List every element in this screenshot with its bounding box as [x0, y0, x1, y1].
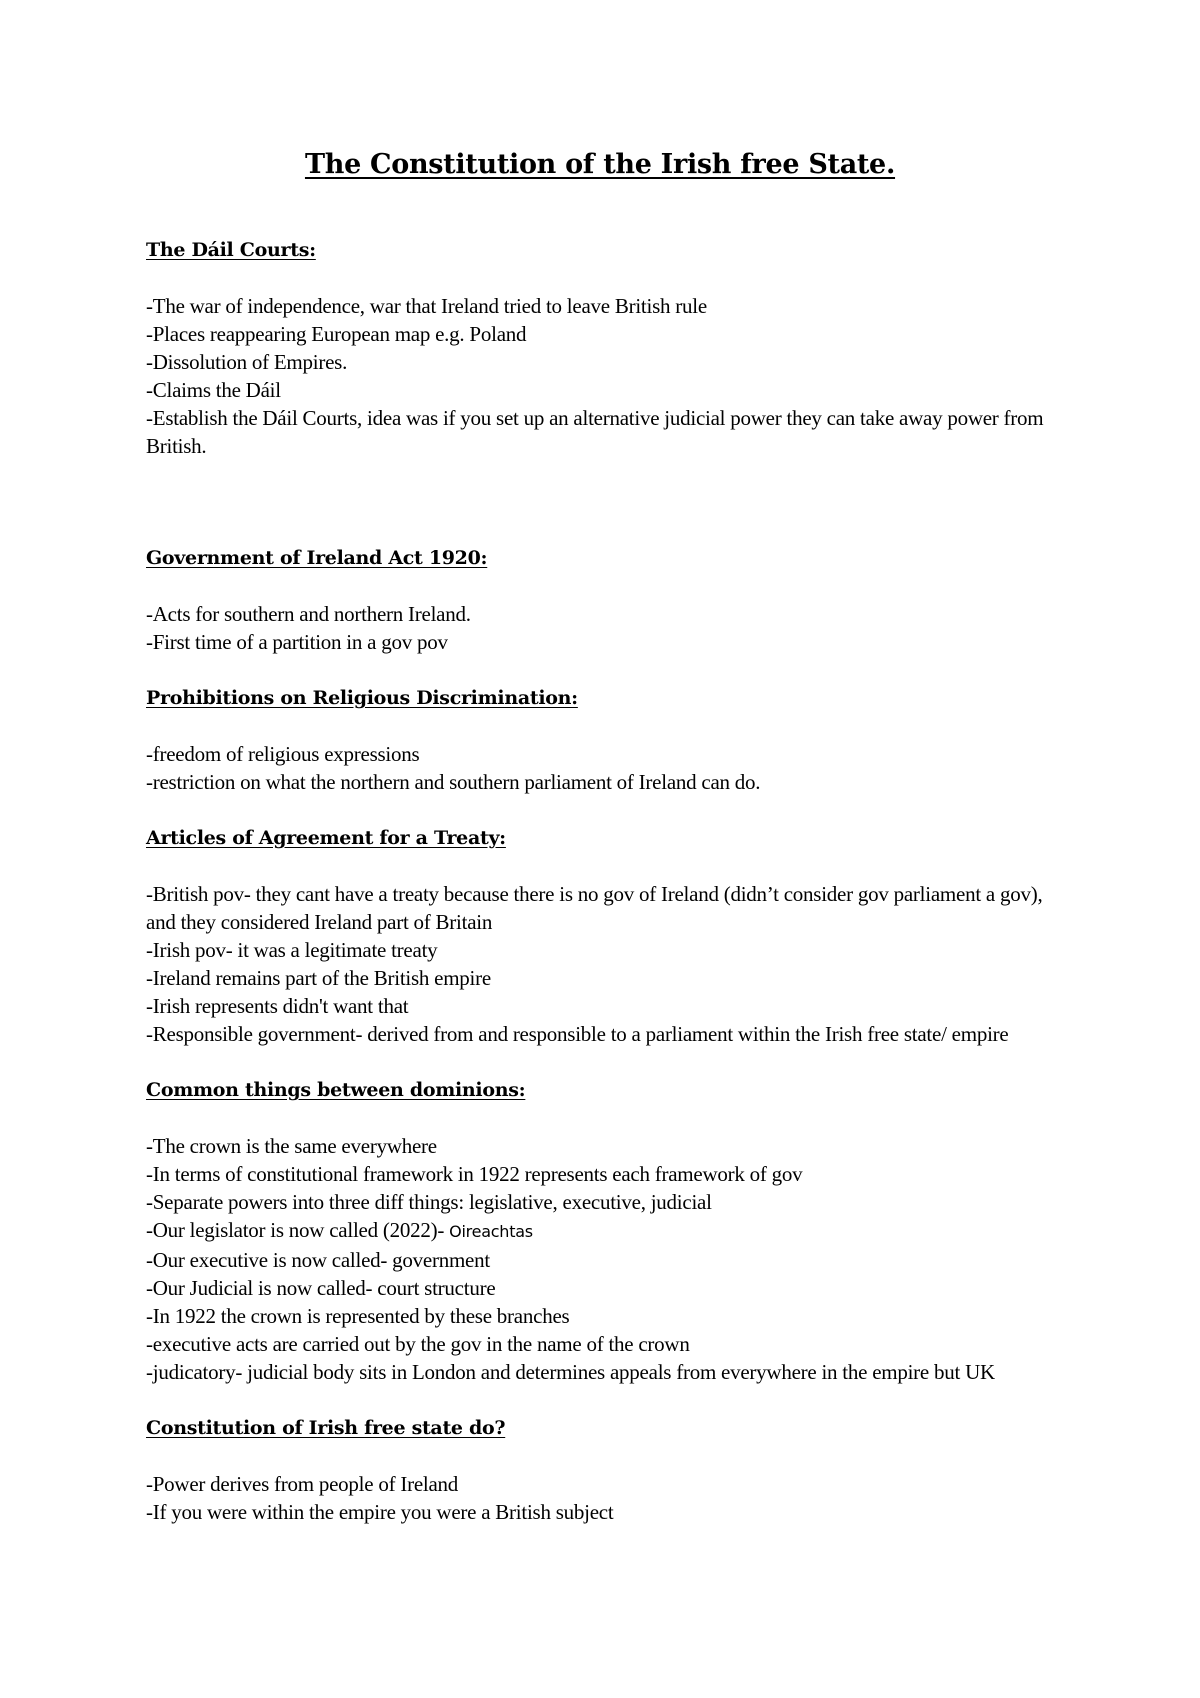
bullet-line: -restriction on what the northern and southern parliament of Ireland can do. [146, 770, 761, 794]
bullet-line: -Separate powers into three diff things: legislative, executive, judicial [146, 1190, 712, 1214]
bullet-line-legislator [146, 1216, 1066, 1246]
section-heading: Articles of Agreement for a Treaty: [146, 827, 506, 849]
document-title: The Constitution of the Irish free State. [304, 149, 896, 180]
oireachtas-term: Oireachtas [449, 1222, 533, 1241]
section-heading: Prohibitions on Religious Discrimination: [146, 687, 578, 709]
bullet-line: -Acts for southern and northern Ireland. [146, 602, 471, 626]
bullet-line: -Ireland remains part of the British empire [146, 966, 491, 990]
section-constitution-irish-free-state [146, 1414, 1066, 1526]
document-body [146, 236, 1066, 1526]
bullet-line: -The crown is the same everywhere [146, 1134, 437, 1158]
bullet-line: -Power derives from people of Ireland [146, 1472, 459, 1496]
bullet-line-text: -Our legislator is now called (2022)- [146, 1218, 445, 1242]
bullet-line: -First time of a partition in a gov pov [146, 630, 448, 654]
bullet-line: -Our executive is now called- government [146, 1248, 490, 1272]
bullet-line: -British pov- they cant have a treaty because there is no gov of Ireland (didn’t consider gov parliament a gov), and they considered Ireland part of Britain [146, 882, 1043, 934]
section-heading: Common things between dominions: [146, 1079, 526, 1101]
bullet-line: -judicatory- judicial body sits in London and determines appeals from everywhere in the empire but UK [146, 1360, 995, 1384]
section-religious-discrimination [146, 684, 1066, 796]
section-common-things-dominions [146, 1076, 1066, 1386]
section-heading: Constitution of Irish free state do? [146, 1417, 506, 1439]
bullet-line: -Establish the Dáil Courts, idea was if you set up an alternative judicial power they can take away power from British. [146, 406, 1044, 458]
bullet-line: -Places reappearing European map e.g. Poland [146, 322, 527, 346]
section-heading: The Dáil Courts: [146, 239, 316, 261]
section-heading: Government of Ireland Act 1920: [146, 547, 488, 569]
bullet-line: -executive acts are carried out by the gov in the name of the crown [146, 1332, 690, 1356]
section-dail-courts [146, 236, 1066, 460]
bullet-line: -Responsible government- derived from and responsible to a parliament within the Irish free state/ empire [146, 1022, 1009, 1046]
bullet-line: -Dissolution of Empires. [146, 350, 348, 374]
bullet-line: -Irish represents didn't want that [146, 994, 409, 1018]
section-articles-of-agreement [146, 824, 1066, 1048]
bullet-line: -In terms of constitutional framework in 1922 represents each framework of gov [146, 1162, 803, 1186]
bullet-line: -freedom of religious expressions [146, 742, 420, 766]
bullet-line: -If you were within the empire you were a British subject [146, 1500, 614, 1524]
bullet-line: -Claims the Dáil [146, 378, 281, 402]
bullet-line: -Irish pov- it was a legitimate treaty [146, 938, 438, 962]
section-government-of-ireland-act [146, 544, 1066, 656]
bullet-line: -The war of independence, war that Ireland tried to leave British rule [146, 294, 707, 318]
bullet-line: -In 1922 the crown is represented by these branches [146, 1304, 570, 1328]
bullet-line: -Our Judicial is now called- court structure [146, 1276, 496, 1300]
